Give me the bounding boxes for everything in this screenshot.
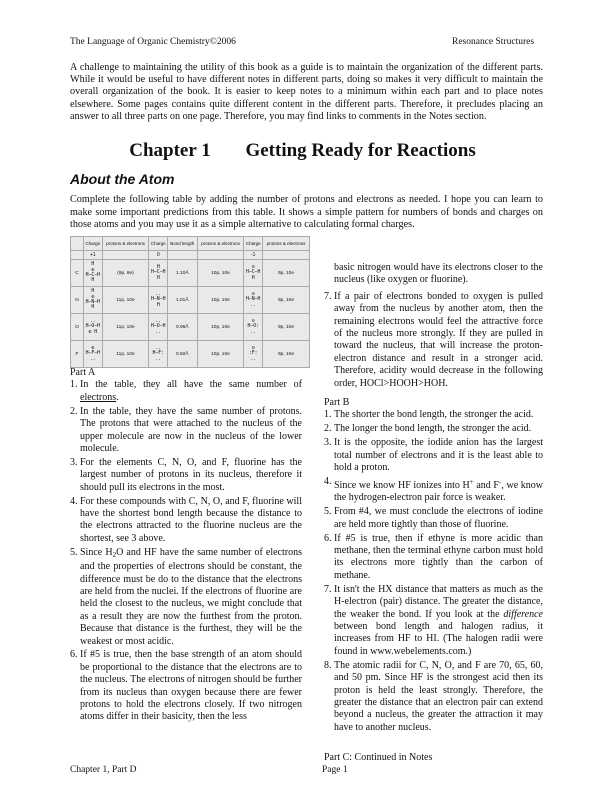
- structure-line: ..: [155, 356, 162, 362]
- structure-line: H–C–H: [151, 270, 166, 276]
- structure-line: H–N–H: [246, 297, 261, 303]
- table-header: Charge: [244, 237, 263, 251]
- structure-line: H–C–H: [85, 273, 101, 278]
- footer-page: Page 1: [322, 765, 348, 775]
- table-row: [71, 260, 310, 287]
- protons-electrons: 9p, 10e: [263, 287, 310, 314]
- structure-line: ..: [155, 291, 162, 297]
- structure-drawing: [247, 319, 259, 335]
- protons-electrons: 11p, 10e: [102, 287, 149, 314]
- structure-line: ..: [250, 329, 257, 335]
- table-header-row: [71, 237, 310, 251]
- atom-table: [70, 236, 310, 368]
- structure-line: ..: [155, 345, 162, 351]
- table-header: Charge: [84, 237, 103, 251]
- molecule-minus: [244, 287, 263, 314]
- list-item: 4. For these compounds with C, N, O, and F, fluorine will have the shortest bond length because the distance to the electrons attracted to the fluorine nucleus are the shortest, see 3 above.: [70, 495, 302, 544]
- structure-line: ⊕: [91, 267, 95, 273]
- table-header: protons & electrons: [263, 237, 310, 251]
- table-row: [71, 287, 310, 314]
- right-column: [324, 262, 543, 765]
- element-cell: N: [71, 287, 84, 314]
- list-item: 5. From #4, we must conclude the electrons of iodine are held more tightly than those of fluorine.: [324, 506, 543, 530]
- table-row: [71, 314, 310, 341]
- charge-value: +1: [84, 251, 103, 260]
- table-header: protons & electrons: [102, 237, 149, 251]
- table-header: Bond length: [168, 237, 198, 251]
- structure-line: H: [91, 278, 95, 284]
- structure-line: H: [156, 264, 160, 270]
- list-item: 5. Since $H_2O$ and HF have the same number of electrons and the properties of electrons should be constant, the difference must be do to the distance that the electrons are held from the nuclei. If the electrons of fluorine are held the closest to the nucleus, we might conclude that as a result they are now the furthest from the proton. Because that distance is the furthest, they will be the weakest or most acidic.: [70, 546, 302, 647]
- protons-electrons: 10p, 10e: [197, 341, 244, 368]
- structure-line: H–F–H: [85, 351, 101, 357]
- bond-length: 0.92Å: [168, 341, 198, 368]
- section-title: About the Atom: [70, 171, 175, 187]
- molecule-neutral: [149, 314, 168, 341]
- structure-drawing: [151, 265, 165, 281]
- protons-electrons: (9p, 8e): [102, 260, 149, 287]
- element-cell: F: [71, 341, 84, 368]
- bond-length: 1.10Å: [168, 260, 198, 287]
- list-item: 7. It isn't the HX distance that matters as much as the H-electron (pair) distance. The greater the distance, the weaker the bond. If you look at the difference between bond length and halogen radius, it increases from HF to HI. (The halogen radii were found in www.webelements.com.): [324, 583, 543, 657]
- footer-left: Chapter 1, Part D: [70, 765, 137, 775]
- structure-drawing: [151, 319, 165, 335]
- structure-line: H: [91, 305, 95, 311]
- structure-line: H–O–H: [151, 324, 166, 330]
- section-lead: Complete the following table by adding the number of protons and electrons as needed. I hope you can learn to make some important predictions from this table. It shows a simple pattern for numbers of bonds and charges on those atoms and you may use it as a simple alternative to calculating formal charges.: [70, 194, 543, 230]
- structure-drawing: [246, 292, 260, 308]
- header-left: The Language of Organic Chemistry©2006: [70, 37, 236, 47]
- intro-paragraph: A challenge to maintaining the utility of this book as a guide is to maintain the organization of the different parts. While it would be useful to have different notes in different parts, doing so makes it very difficult to maintain the overall organization of the book. It is easier to keep notes to a minimum within each part and to place notes elsewhere. Some pages contains quite different content in the different parts. Therefore, it precludes placing an answer to all three parts on one page. Therefore, you may find links to comments in the Notes section.: [70, 62, 543, 122]
- chapter-heading: [0, 140, 605, 162]
- structure-drawing: [152, 346, 164, 362]
- list-item: 3. For the elements C, N, O, and F, fluorine has the largest number of protons in its nucleus, therefore it should pull its electrons in the most.: [70, 456, 302, 493]
- list-item: 4. Since we know HF ionizes into H+ and F-, we know the hydrogen-electron pair force is weaker.: [324, 476, 543, 504]
- charge-row: [71, 251, 310, 260]
- molecule-plus: [84, 314, 103, 341]
- bond-length: 1.01Å: [168, 287, 198, 314]
- part-a-heading: Part A: [70, 367, 96, 378]
- molecule-neutral: [149, 287, 168, 314]
- part-b-heading: Part B: [324, 397, 350, 409]
- structure-line: H–N–H: [151, 297, 166, 303]
- structure-line: H–F:: [152, 351, 165, 357]
- left-column: [70, 367, 302, 725]
- structure-line: ⊖: [251, 291, 255, 297]
- charge-value: -1: [244, 251, 263, 260]
- protons-electrons: 9p, 10e: [263, 260, 310, 287]
- structure-line: ⊖: [251, 318, 255, 324]
- molecule-plus: [84, 341, 103, 368]
- structure-line: H–C–H: [246, 270, 261, 276]
- structure-line: H: [156, 275, 160, 281]
- list-item: 1. The shorter the bond length, the stronger the acid.: [324, 409, 534, 421]
- protons-electrons: 11p, 10e: [102, 314, 149, 341]
- structure-line: ..: [155, 318, 162, 324]
- structure-line: H–O:: [247, 324, 259, 330]
- structure-drawing: [86, 346, 100, 362]
- structure-line: H: [91, 289, 95, 295]
- part-a-list-cont: [324, 291, 543, 390]
- protons-electrons: 10p, 10e: [197, 287, 244, 314]
- molecule-minus: [244, 341, 263, 368]
- list-item: 6. If #5 is true, then the base strength of an atom should be proportional to the distance that the electrons are to the nucleus. The electrons of nitrogen should be further from its nucleus than oxygen because there are fewer protons to hold the electrons closely. If two nitrogen atoms differ in their basicity, then the less: [70, 649, 302, 723]
- chapter-number: Chapter 1: [129, 140, 211, 161]
- table-header: Charge: [149, 237, 168, 251]
- protons-electrons: 11p, 10e: [102, 341, 149, 368]
- list-item: 2. In the table, they have the same number of protons. The protons that were attached to the nucleus of the upper molecule are now in the nucleus of the lower molecule.: [70, 405, 302, 454]
- list-item: 3. It is the opposite, the iodide anion has the largest total number of electrons and it is the least able to hold a proton.: [324, 437, 543, 474]
- protons-electrons: 10p, 10e: [197, 314, 244, 341]
- structure-line: :F:: [248, 351, 258, 357]
- list-item: 2. The longer the bond length, the stronger the acid.: [324, 423, 532, 435]
- structure-line: H: [156, 302, 160, 308]
- structure-line: H–O–H: [85, 324, 101, 330]
- structure-drawing: [151, 292, 165, 308]
- part-c-note: Part C: Continued in Notes: [324, 752, 433, 764]
- structure-line: H: [91, 262, 95, 268]
- charge-value: 0: [149, 251, 168, 260]
- structure-line: ⊕: [91, 345, 95, 351]
- element-cell: C: [71, 260, 84, 287]
- structure-line: ..: [250, 302, 257, 308]
- molecule-plus: [84, 287, 103, 314]
- structure-drawing: [86, 289, 100, 311]
- molecule-plus: [84, 260, 103, 287]
- part-a-list: [70, 379, 302, 723]
- list-item: 1. In the table, they all have the same number of electrons.: [70, 379, 302, 403]
- structure-line: ⊖: [251, 345, 255, 351]
- part-b-list: [324, 409, 543, 734]
- structure-drawing: [86, 262, 100, 284]
- table-row: [71, 341, 310, 368]
- bond-length: 0.96Å: [168, 314, 198, 341]
- molecule-minus: [244, 314, 263, 341]
- chapter-title: Getting Ready for Reactions: [245, 140, 476, 161]
- list-item: 6. If #5 is true, then if ethyne is more acidic than methane, then the terminal ethyne carbon must hold its electrons more tightly than the carbon of methane.: [324, 532, 543, 581]
- element-cell: O: [71, 314, 84, 341]
- structure-drawing: [249, 346, 258, 362]
- structure-drawing: [86, 319, 100, 335]
- table-header: protons & electrons: [197, 237, 244, 251]
- structure-line: ..: [89, 356, 96, 362]
- structure-line: H: [251, 275, 255, 281]
- structure-line: ⊕: [91, 294, 95, 300]
- list-item: 8. The atomic radii for C, N, O, and F are 70, 65, 60, and 50 pm. Since HF is the strongest acid then its proton is held the least strongly. Therefore, the greater the distance that an electron pair can extend beyond a nucleus, the greater the attraction it may have to another nucleus.: [324, 659, 543, 733]
- structure-line: ⊕ H: [88, 329, 98, 335]
- protons-electrons: 10p, 10e: [197, 260, 244, 287]
- molecule-neutral: [149, 260, 168, 287]
- protons-electrons: 9p, 10e: [263, 341, 310, 368]
- continued-text: basic nitrogen would have its electrons closer to the nucleus (like oxygen or fluorine).: [334, 262, 543, 286]
- structure-line: H–N–H: [85, 300, 101, 305]
- protons-electrons: 9p, 10e: [263, 314, 310, 341]
- molecule-minus: [244, 260, 263, 287]
- structure-line: ..: [89, 318, 96, 324]
- list-item: 7. If a pair of electrons bonded to oxygen is pulled away from the nucleus by another atom, then the remaining electrons would feel the attractive force of the nucleus more strongly. If they are pulled in toward the nucleus, that will increase the proton-electron distance and result in a stronger acid. Therefore, acidity would decrease in the following order, HOCl>HOOH>HOH.: [324, 290, 543, 389]
- structure-line: ..: [250, 356, 257, 362]
- molecule-neutral: [149, 341, 168, 368]
- structure-line: ⊖: [251, 264, 255, 270]
- header-right: Resonance Structures: [452, 37, 535, 47]
- structure-line: ..: [155, 329, 162, 335]
- structure-drawing: [246, 265, 260, 281]
